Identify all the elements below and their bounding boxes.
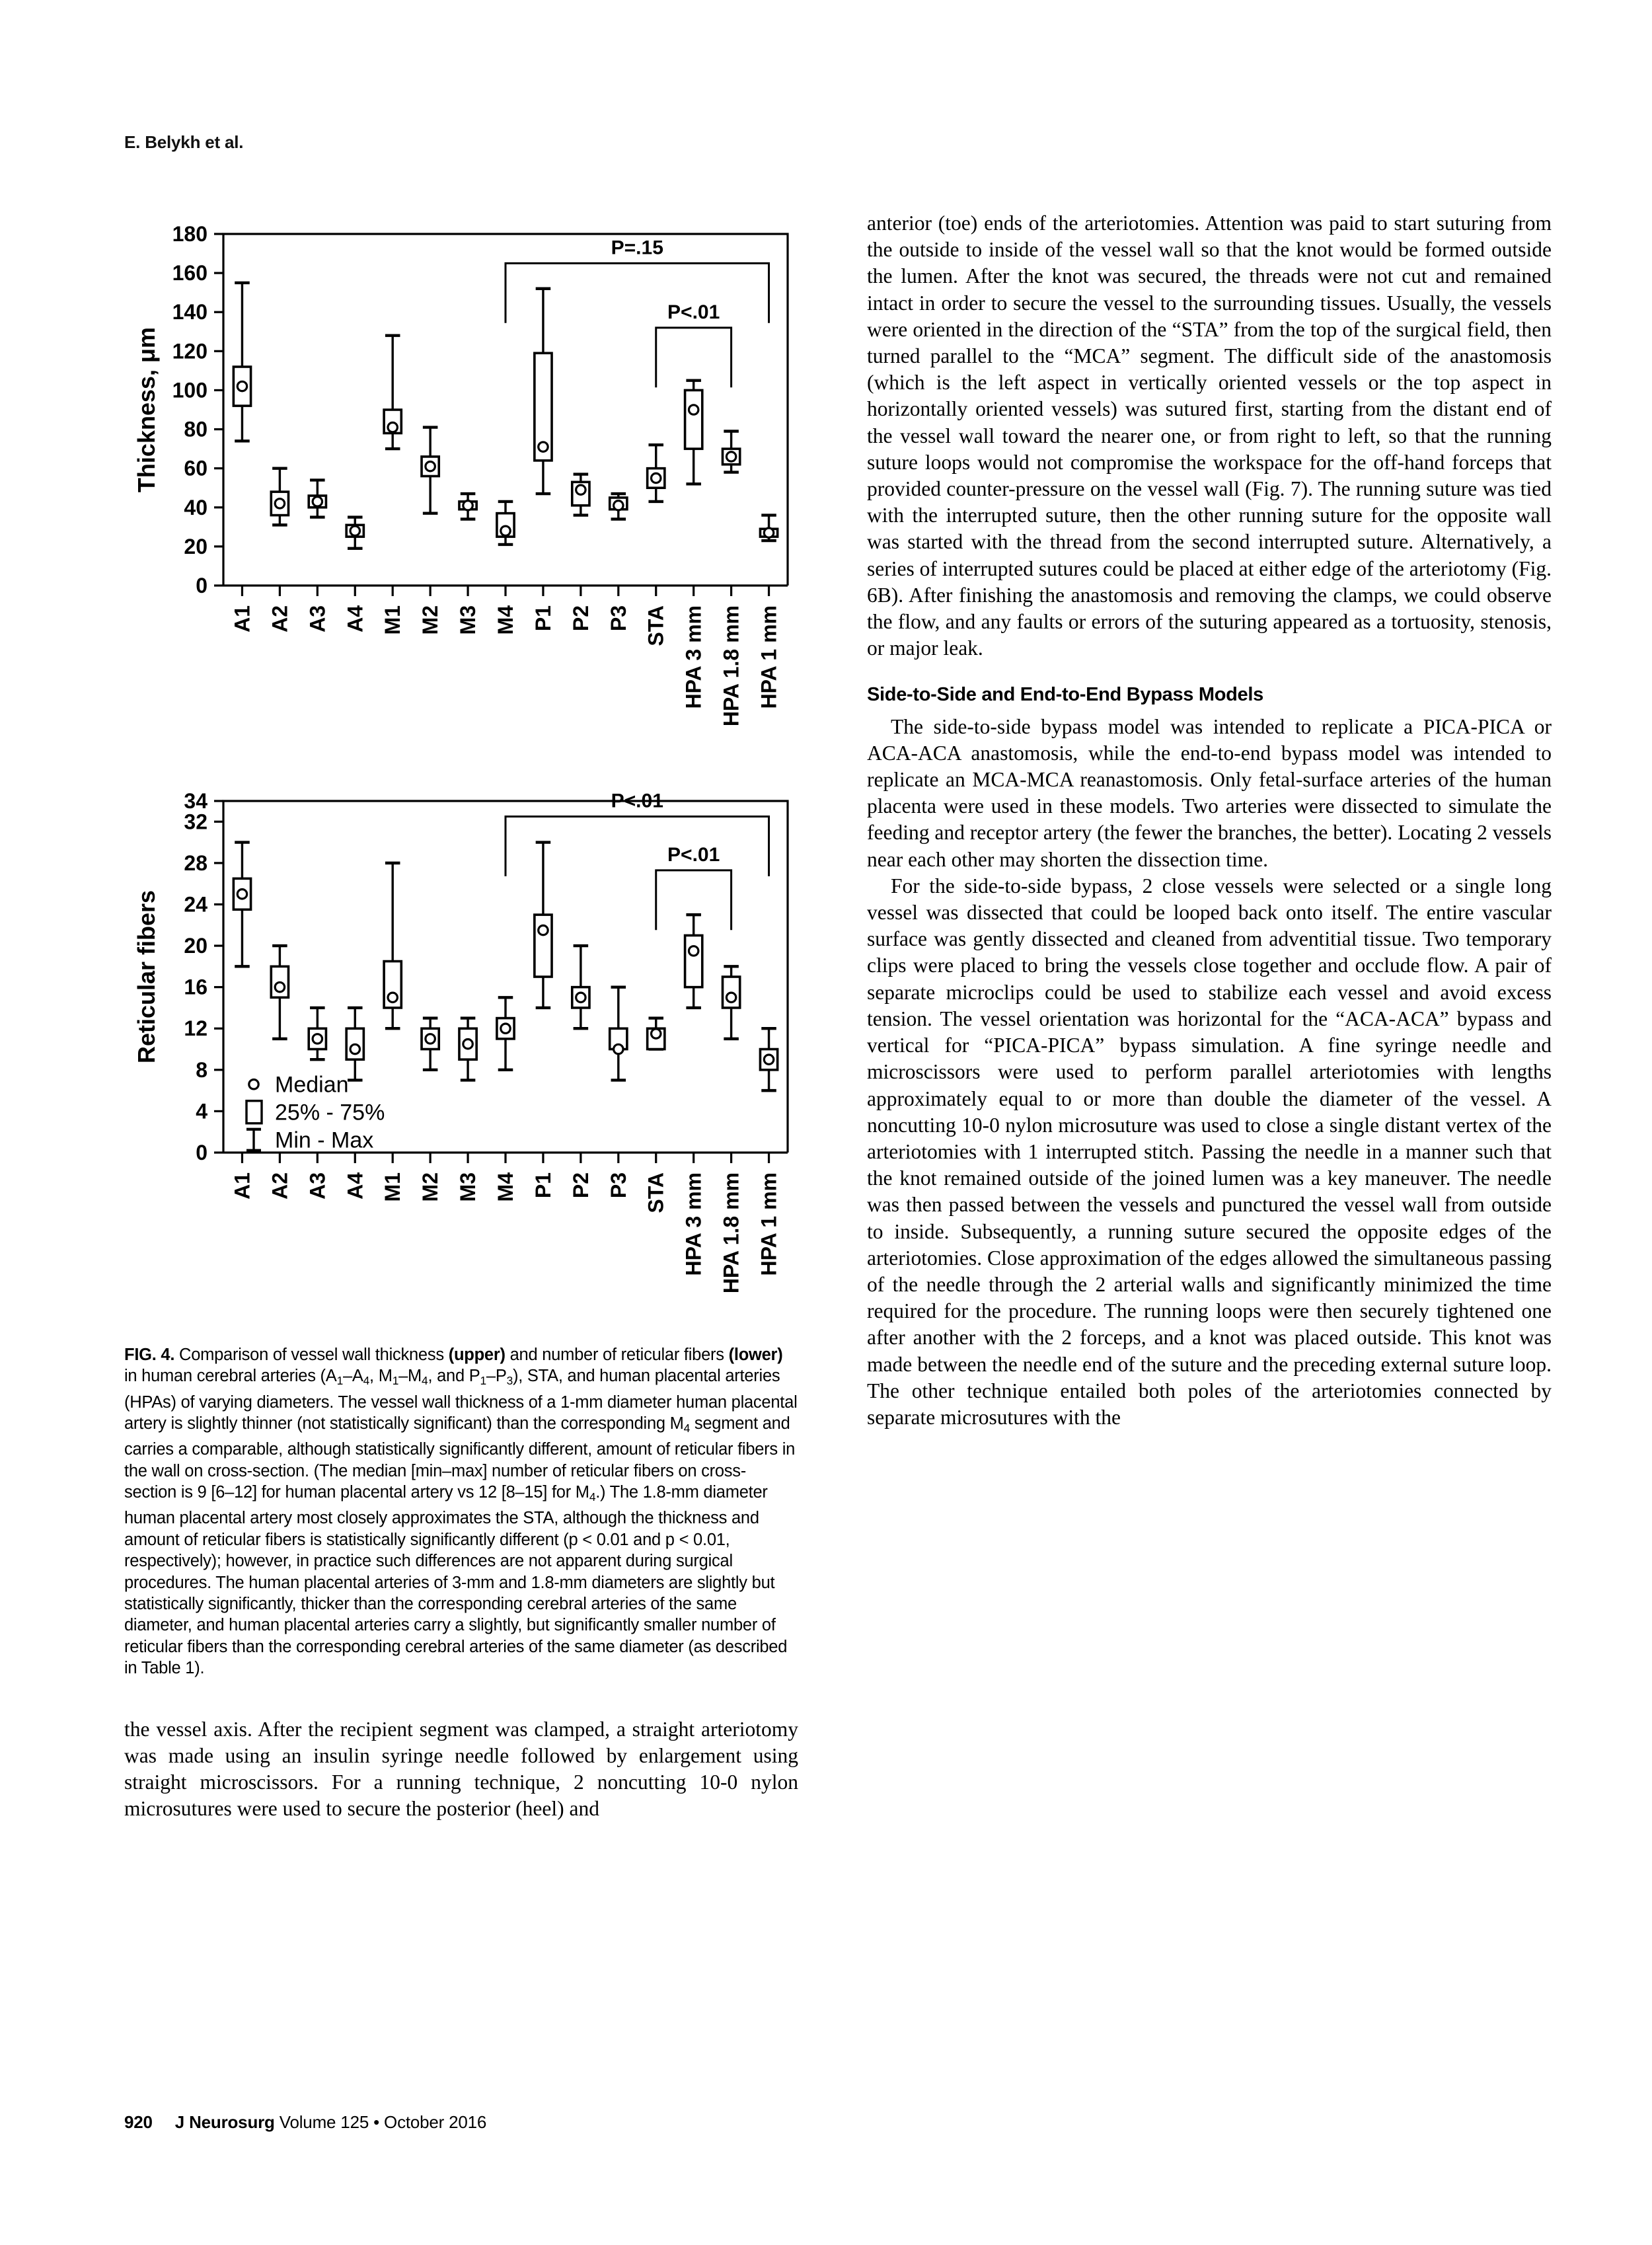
svg-text:Reticular fibers: Reticular fibers — [133, 890, 160, 1064]
svg-text:0: 0 — [196, 1141, 207, 1164]
svg-text:M4: M4 — [494, 605, 517, 635]
svg-text:100: 100 — [172, 378, 207, 402]
svg-text:P3: P3 — [606, 1172, 630, 1199]
svg-text:P2: P2 — [568, 1172, 593, 1199]
svg-text:HPA 1 mm: HPA 1 mm — [757, 1172, 781, 1276]
svg-text:Median: Median — [275, 1072, 349, 1098]
svg-text:34: 34 — [184, 789, 207, 813]
boxplot-reticular-svg — [124, 785, 798, 1314]
svg-text:160: 160 — [172, 261, 207, 285]
figure-caption — [124, 1344, 798, 1679]
svg-text:28: 28 — [184, 851, 207, 875]
svg-text:P<.01: P<.01 — [611, 790, 663, 812]
svg-text:8: 8 — [196, 1057, 207, 1082]
svg-text:60: 60 — [184, 456, 207, 480]
svg-text:0: 0 — [196, 574, 207, 597]
svg-text:M1: M1 — [381, 605, 405, 635]
svg-text:P1: P1 — [531, 605, 555, 632]
boxplot-thickness-svg — [124, 218, 798, 747]
running-head: E. Belykh et al. — [124, 132, 244, 152]
svg-text:20: 20 — [184, 934, 207, 958]
svg-text:80: 80 — [184, 417, 207, 441]
page-footer — [124, 2112, 486, 2133]
chart-upper-thickness — [124, 218, 798, 747]
right-paragraph-1: anterior (toe) ends of the arteriotomies. Attention was paid to start suturing from the outside to inside of the vessel wall so that the knot would be formed outside the lumen. After the knot was secured, the threads were not cut and remained intact in order to secure the vessel to the surrounding tissues. Usually, the vessels were oriented in the direction of the “STA” from the top of the surgical field, then turned parallel to the “MCA” segment. The difficult side of the anastomosis (which is the left aspect in vertically oriented vessels or the top aspect in horizontally oriented vessels) was sutured first, starting from the distant end of the vessel wall toward the nearer one, or from right to left, so that the running suture loops would not compromise the workspace for the off-hand forceps that provided counter-pressure on the vessel wall (Fig. 7). The running suture was tied with the interrupted suture, then the other running suture for the opposite wall was started with the thread from the second interrupted suture. Alternatively, a series of interrupted sutures could be placed at either edge of the arteriotomy (Fig. 6B). After finishing the anastomosis and removing the clamps, we could observe the flow, and any faults or errors of the suturing appeared as a tortuosity, stenosis, or major leak. — [867, 211, 1552, 660]
svg-text:M3: M3 — [456, 605, 480, 635]
svg-text:A3: A3 — [305, 605, 330, 632]
svg-text:180: 180 — [172, 222, 207, 246]
svg-text:A4: A4 — [343, 605, 367, 632]
svg-text:12: 12 — [184, 1016, 207, 1041]
right-paragraph-3: For the side-to-side bypass, 2 close vessels were selected or a single long vessel was dissected that could be looped back onto itself. The entire vascular surface was gently dissected and cleaned from adventitial tissue. Two temporary clips were placed to bring the vessels close together and occlude flow. A pair of separate microclips could be used to stabilize each vessel and avoid excess tension. The vessel orientation was horizontal for the “ACA-ACA” bypass and vertical for “PICA-PICA” bypass simulation. A fine syringe needle and microscissors were used to perform parallel arteriotomies with lengths approximately equal to or more than double the diameter of the vessel. A noncutting 10-0 nylon microsuture was used to close a single distant vertex of the arteriotomies with 1 interrupted stitch. Passing the needle in a manner such that the knot remained outside of the joined lumen was a key maneuver. The needle was then passed between the vessels and punctured the vessel wall from outside to inside. Subsequently, a running suture secured the opposite edges of the arteriotomies. Close approximation of the edges allowed the simultaneous passing of the needle through the 2 arterial walls and significantly minimized the time required for the procedure. The running loops were then securely tightened one after another with the 2 forceps, and a knot was placed outside. This knot was made between the needle end of the suture and the preceding external suture loop. The other technique entailed both poles of the arteriotomies connected by separate microsutures with the — [867, 874, 1552, 1429]
left-column — [124, 218, 798, 1822]
svg-text:A2: A2 — [268, 1172, 292, 1199]
svg-text:P1: P1 — [531, 1172, 555, 1199]
right-column — [867, 210, 1552, 1431]
figure-4 — [124, 218, 798, 1679]
figure-caption-text: Comparison of vessel wall thickness (upper) and number of reticular fibers (lower) in human cerebral arteries ($A_1-A_4$, $M_1-M_4$, and $P_1-P_3$), STA, and human placental arteries (HPAs) of varying diameters. The vessel wall thickness of a 1-mm diameter human placental artery is slightly thinner (not statistically significant) than the corresponding $M_4$ segment and carries a comparable, although statistically significantly different, amount of reticular fibers in the wall on cross-section. (The median [min–max] number of reticular fibers on cross-section is 9 [6–12] for human placental artery vs 12 [8–15] for $M_4$.) The 1.8-mm diameter human placental artery most closely approximates the STA, although the thickness and amount of reticular fibers is statistically significantly different (p < 0.01 and p < 0.01, respectively); however, in practice such differences are not apparent during surgical procedures. The human placental arteries of 3-mm and 1.8-mm diameters are slightly but statistically significantly, thicker than the corresponding cerebral arteries of the same diameter, and human placental arteries carry a slightly, but significantly smaller number of reticular fibers than the corresponding cerebral arteries of the same diameter (as described in Table 1). — [124, 1346, 798, 1678]
section-heading: Side-to-Side and End-to-End Bypass Models — [867, 684, 1263, 706]
svg-text:HPA 3 mm: HPA 3 mm — [681, 605, 706, 709]
svg-text:HPA 3 mm: HPA 3 mm — [681, 1172, 706, 1276]
svg-text:25% - 75%: 25% - 75% — [275, 1100, 385, 1125]
svg-text:140: 140 — [172, 300, 207, 324]
volume-issue: Volume 125 • October 2016 — [279, 2112, 487, 2132]
svg-text:P<.01: P<.01 — [667, 843, 720, 866]
svg-text:32: 32 — [184, 810, 207, 834]
svg-text:40: 40 — [184, 495, 207, 519]
svg-text:A4: A4 — [343, 1172, 367, 1199]
svg-text:16: 16 — [184, 975, 207, 999]
chart-lower-reticular — [124, 785, 798, 1314]
svg-text:120: 120 — [172, 339, 207, 363]
svg-text:P3: P3 — [606, 605, 630, 632]
svg-text:STA: STA — [644, 1172, 668, 1213]
svg-text:HPA 1 mm: HPA 1 mm — [757, 605, 781, 709]
svg-text:4: 4 — [196, 1099, 207, 1123]
svg-text:HPA 1.8 mm: HPA 1.8 mm — [719, 605, 743, 727]
svg-text:HPA 1.8 mm: HPA 1.8 mm — [719, 1172, 743, 1294]
svg-text:A1: A1 — [230, 1172, 254, 1199]
svg-text:M2: M2 — [418, 1172, 443, 1202]
journal-name: J Neurosurg — [174, 2112, 275, 2132]
svg-text:P=.15: P=.15 — [611, 237, 663, 259]
svg-text:P2: P2 — [568, 605, 593, 632]
svg-text:A2: A2 — [268, 605, 292, 632]
svg-text:A1: A1 — [230, 605, 254, 632]
svg-text:24: 24 — [184, 892, 207, 917]
svg-text:M3: M3 — [456, 1172, 480, 1202]
svg-text:M2: M2 — [418, 605, 443, 635]
right-paragraph-2: The side-to-side bypass model was intended to replicate a PICA-PICA or ACA-ACA anastomosis, while the end-to-end bypass model was intended to replicate an MCA-MCA reanastomosis. Only fetal-surface arteries of the human placenta were used in these models. Two arteries were dissected to simulate the feeding and receptor artery (the fewer the branches, the better). Locating 2 vessels near each other may shorten the dissection time. — [867, 714, 1552, 871]
page-number: 920 — [124, 2112, 153, 2132]
left-paragraph-1: the vessel axis. After the recipient segment was clamped, a straight arteriotomy was made using an insulin syringe needle followed by enlargement using straight microscissors. For a running technique, 2 noncutting 10-0 nylon microsutures were used to secure the posterior (heel) and — [124, 1717, 798, 1821]
svg-text:Thickness, μm: Thickness, μm — [133, 326, 160, 493]
svg-text:M1: M1 — [381, 1172, 405, 1202]
right-column-body — [867, 210, 1552, 1431]
svg-text:STA: STA — [644, 605, 668, 646]
svg-text:P<.01: P<.01 — [667, 301, 720, 323]
svg-text:M4: M4 — [494, 1172, 517, 1202]
figure-label: FIG. 4. — [124, 1346, 175, 1364]
svg-text:20: 20 — [184, 534, 207, 558]
svg-text:A3: A3 — [305, 1172, 330, 1199]
svg-text:Min - Max: Min - Max — [275, 1127, 374, 1153]
left-column-body — [124, 1716, 798, 1823]
